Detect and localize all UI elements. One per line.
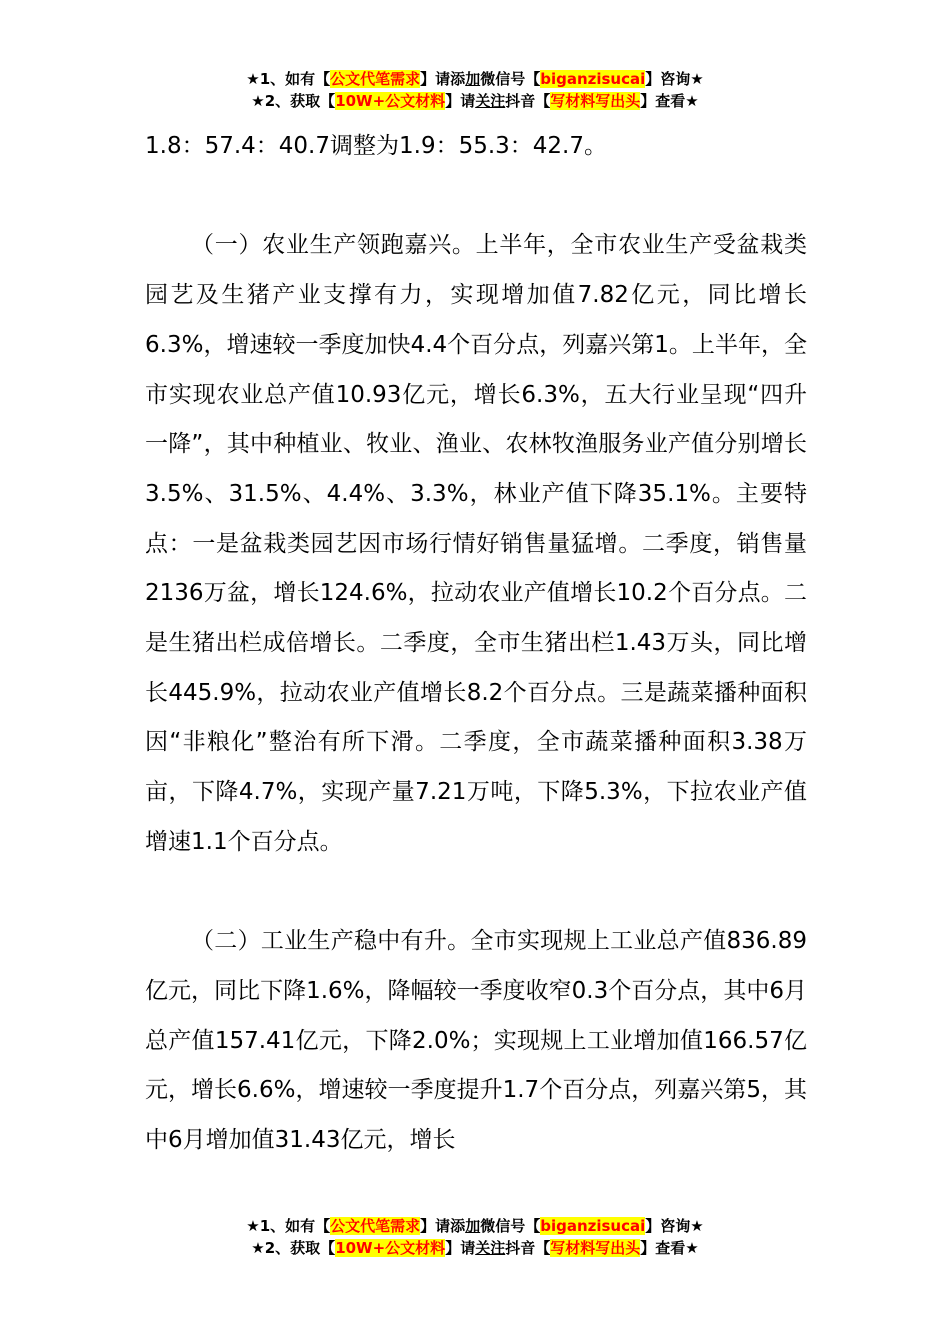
header-line-2: ★2、获取【10W+公文材料】请关注抖音【写材料写出头】查看★ xyxy=(251,92,699,110)
document-body xyxy=(145,122,807,1166)
header-banner xyxy=(0,68,950,112)
highlight-wechat-id: biganzisucai xyxy=(540,1217,646,1235)
highlight-wechat-id: biganzisucai xyxy=(540,70,646,88)
section-industry: （二）工业生产稳中有升。全市实现规上工业总产值836.89亿元，同比下降1.6%，降幅较一季度收窄0.3个百分点，其中6月总产值157.41亿元，下降2.0%；实现规上工业增加值166.57亿元，增长6.6%，增速较一季度提升1.7个百分点，列嘉兴第5，其中6月增加值31.43亿元，增长 xyxy=(145,928,807,1154)
footer-line-1: ★1、如有【公文代笔需求】请添加微信号【biganzisucai】咨询★ xyxy=(246,1217,704,1235)
footer-line-2: ★2、获取【10W+公文材料】请关注抖音【写材料写出头】查看★ xyxy=(251,1239,699,1257)
section-agriculture: （一）农业生产领跑嘉兴。上半年，全市农业生产受盆栽类园艺及生猪产业支撑有力，实现增加值7.82亿元，同比增长6.3%，增速较一季度加快4.4个百分点，列嘉兴第1。上半年，全市实现农业总产值10.93亿元，增长6.3%，五大行业呈现“四升一降”，其中种植业、牧业、渔业、农林牧渔服务业产值分别增长3.5%、31.5%、4.4%、3.3%，林业产值下降35.1%。主要特点：一是盆栽类园艺因市场行情好销售量猛增。二季度，销售量2136万盆，增长124.6%，拉动农业产值增长10.2个百分点。二是生猪出栏成倍增长。二季度，全市生猪出栏1.43万头，同比增长445.9%，拉动农业产值增长8.2个百分点。三是蔬菜播种面积因“非粮化”整治有所下滑。二季度，全市蔬菜播种面积3.38万亩，下降4.7%，实现产量7.21万吨，下降5.3%，下拉农业产值增速1.1个百分点。 xyxy=(145,232,807,855)
highlight-materials: 10W+公文材料 xyxy=(335,92,446,110)
highlight-materials: 10W+公文材料 xyxy=(335,1239,446,1257)
paragraph-gap xyxy=(145,172,807,222)
intro-paragraph: 1.8：57.4：40.7调整为1.9：55.3：42.7。 xyxy=(145,133,607,159)
paragraph-gap xyxy=(145,868,807,918)
highlight-service: 公文代笔需求 xyxy=(330,1217,421,1235)
highlight-service: 公文代笔需求 xyxy=(330,70,421,88)
footer-banner xyxy=(0,1215,950,1259)
highlight-douyin-account: 写材料写出头 xyxy=(550,1239,641,1257)
highlight-douyin-account: 写材料写出头 xyxy=(550,92,641,110)
header-line-1: ★1、如有【公文代笔需求】请添加微信号【biganzisucai】咨询★ xyxy=(246,70,704,88)
